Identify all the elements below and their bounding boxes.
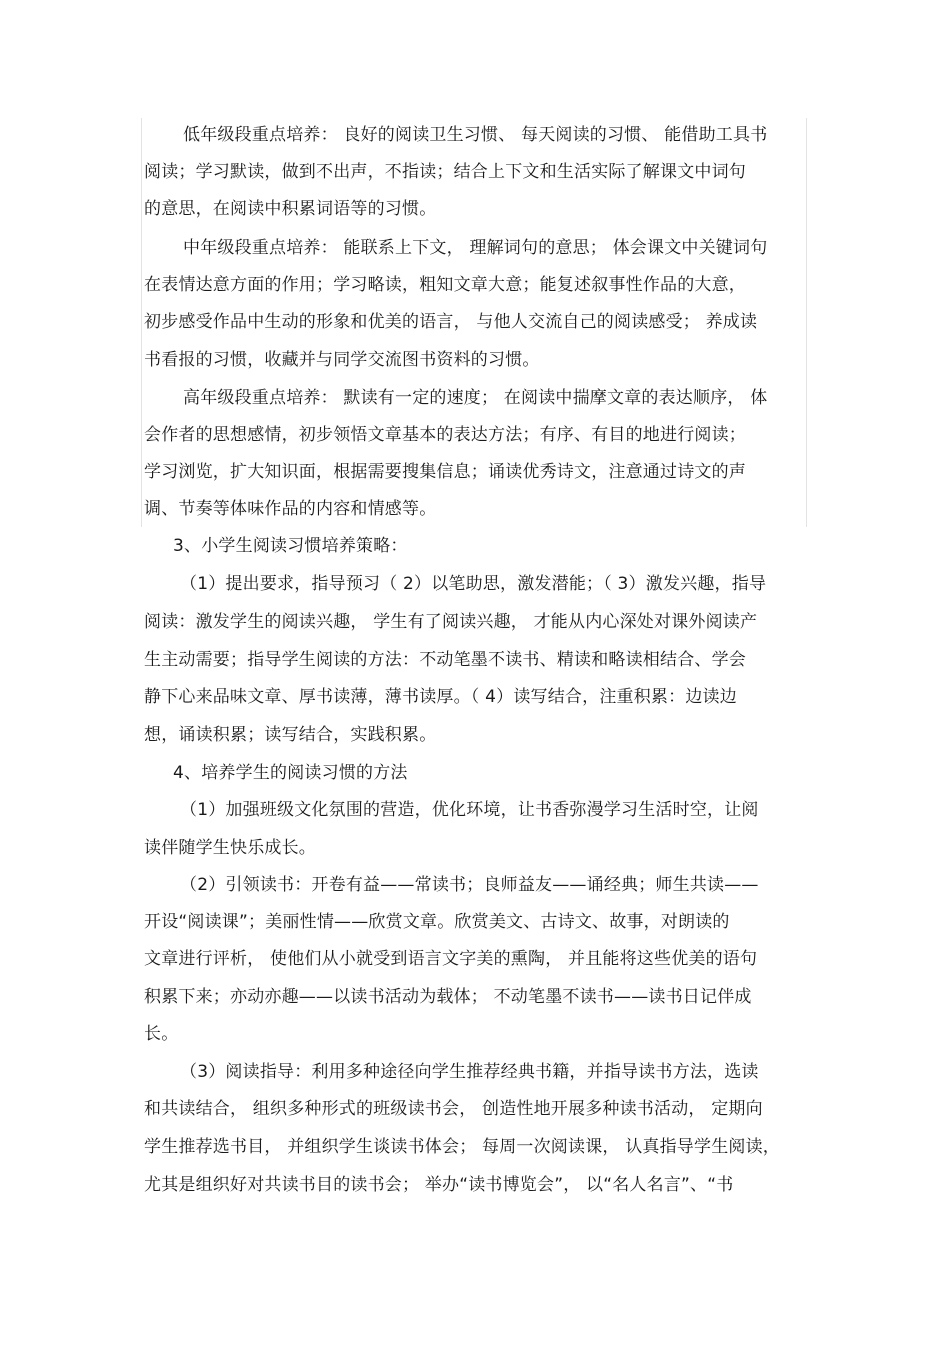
paragraph-line: （1）提出要求，指导预习（ 2）以笔助思，激发潜能；（ 3）激发兴趣，指导 (180, 574, 767, 594)
section-heading: 4、培养学生的阅读习惯的方法 (173, 763, 408, 783)
text-box-left-border (141, 118, 142, 527)
section-heading: 3、小学生阅读习惯培养策略： (173, 536, 408, 556)
paragraph-line: 低年级段重点培养： 良好的阅读卫生习惯、 每天阅读的习惯、 能借助工具书 (183, 125, 768, 145)
paragraph-line: 积累下来；亦动亦趣——以读书活动为载体； 不动笔墨不读书——读书日记伴成 (144, 987, 752, 1007)
text-box-right-border (806, 118, 807, 527)
paragraph-line: 学习浏览，扩大知识面，根据需要搜集信息；诵读优秀诗文，注意通过诗文的声 (144, 462, 746, 482)
paragraph-line: 调、节奏等体味作品的内容和情感等。 (144, 499, 437, 519)
paragraph-line: 阅读：激发学生的阅读兴趣， 学生有了阅读兴趣， 才能从内心深处对课外阅读产 (144, 612, 758, 632)
paragraph-line: （3）阅读指导：利用多种途径向学生推荐经典书籍，并指导读书方法，选读 (180, 1062, 759, 1082)
paragraph-line: 和共读结合， 组织多种形式的班级读书会， 创造性地开展多种读书活动， 定期向 (144, 1099, 763, 1119)
paragraph-line: 书看报的习惯，收藏并与同学交流图书资料的习惯。 (144, 350, 540, 370)
paragraph-line: （2）引领读书：开卷有益——常读书；良师益友——诵经典；师生共读—— (180, 875, 759, 895)
paragraph-line: （1）加强班级文化氛围的营造，优化环境，让书香弥漫学习生活时空，让阅 (180, 800, 759, 820)
paragraph-line: 想，诵读积累；读写结合，实践积累。 (144, 725, 437, 745)
paragraph-line: 中年级段重点培养： 能联系上下文， 理解词句的意思； 体会课文中关键词句 (183, 238, 768, 258)
paragraph-line: 开设“阅读课”；美丽性情——欣赏文章。欣赏美文、古诗文、故事，对朗读的 (144, 912, 730, 932)
paragraph-line: 生主动需要；指导学生阅读的方法：不动笔墨不读书、精读和略读相结合、学会 (144, 650, 746, 670)
paragraph-line: 初步感受作品中生动的形象和优美的语言， 与他人交流自己的阅读感受； 养成读 (144, 312, 758, 332)
paragraph-line: 学生推荐选书目， 并组织学生谈读书体会； 每周一次阅读课， 认真指导学生阅读， (144, 1137, 781, 1157)
paragraph-line: 阅读；学习默读，做到不出声，不指读；结合上下文和生活实际了解课文中词句 (144, 162, 746, 182)
paragraph-line: 静下心来品味文章、厚书读薄，薄书读厚。（ 4）读写结合，注重积累：边读边 (144, 687, 737, 707)
paragraph-line: 长。 (144, 1024, 179, 1044)
paragraph-line: 在表情达意方面的作用；学习略读，粗知文章大意；能复述叙事性作品的大意， (144, 275, 746, 295)
paragraph-line: 的意思，在阅读中积累词语等的习惯。 (144, 199, 437, 219)
paragraph-line: 高年级段重点培养： 默读有一定的速度； 在阅读中揣摩文章的表达顺序， 体 (183, 388, 768, 408)
paragraph-line: 会作者的思想感情，初步领悟文章基本的表达方法；有序、有目的地进行阅读； (144, 425, 746, 445)
paragraph-line: 读伴随学生快乐成长。 (144, 838, 316, 858)
paragraph-line: 尤其是组织好对共读书目的读书会； 举办“读书博览会”， 以“名人名言”、“书 (144, 1175, 734, 1195)
paragraph-line: 文章进行评析， 使他们从小就受到语言文字美的熏陶， 并且能将这些优美的语句 (144, 949, 758, 969)
